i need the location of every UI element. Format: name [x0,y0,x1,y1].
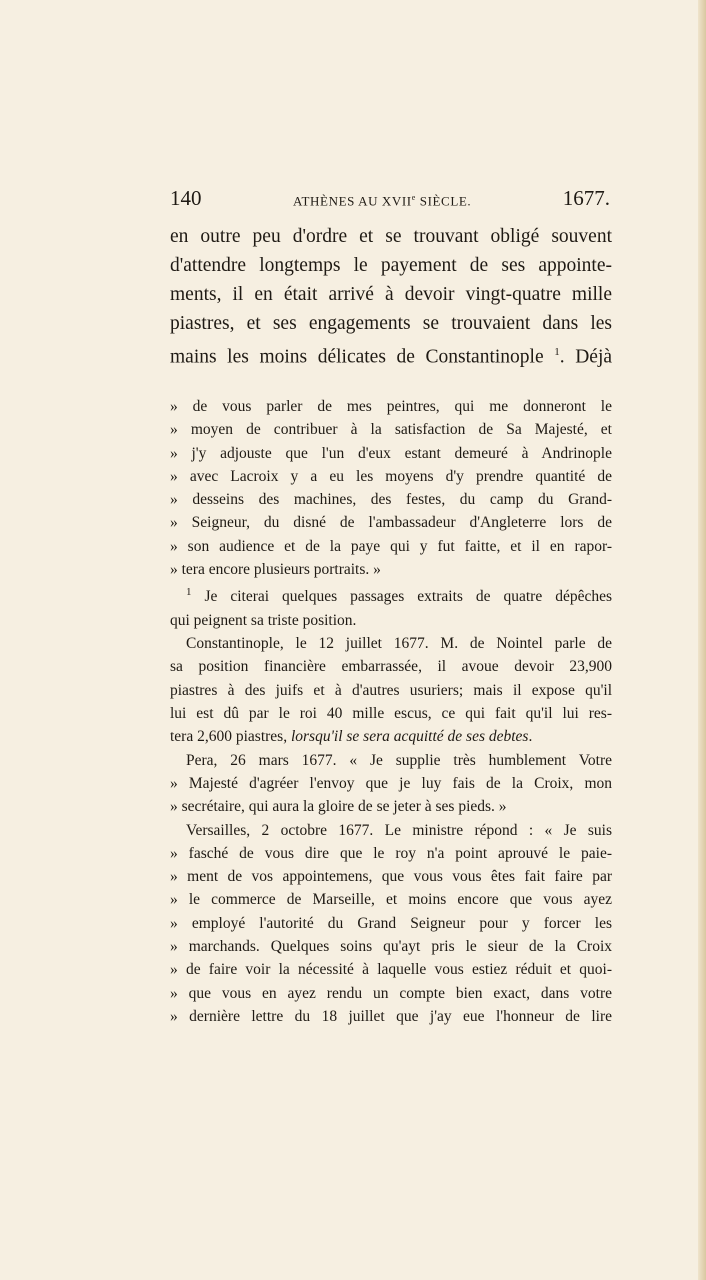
note-line: » Majesté d'agréer l'envoy que je luy fais de la Croix, mon [170,774,612,792]
note-line: » j'y adjouste que l'un d'eux estant demeuré à Andrinople [170,444,612,462]
note-line: » desseins des machines, des festes, du camp du Grand- [170,491,612,509]
note-line: piastres à des juifs et à d'autres usuriers; mais il expose qu'il [170,681,612,699]
note-line: sa position financière embarrassée, il avoue devoir 23,900 [170,658,612,676]
note-line: » Seigneur, du disné de l'ambassadeur d'Angleterre lors de [170,514,612,532]
running-year: 1677. [562,186,610,210]
main-text [170,222,612,372]
running-title-suffix: SIÈCLE. [415,193,472,208]
note-line [170,749,612,772]
running-title-superscript: e [411,192,416,202]
note-line: » dernière lettre du 18 juillet que j'ay eue l'honneur de lire [170,1007,612,1025]
running-title-text: ATHÈNES AU XVII [292,193,412,208]
note-line: » tera encore plusieurs portraits. » [170,561,381,579]
note-line: » son audience et de la paye qui y fut faitte, et il en rapor- [170,537,612,555]
note-text: . [528,728,533,746]
main-line: ments, il en était arrivé à devoir vingt-quatre mille [170,284,612,305]
running-header [170,186,610,218]
note-line: » employé l'autorité du Grand Seigneur pour y forcer les [170,914,612,932]
note-text: tera 2,600 piastres, [170,728,291,746]
page-number: 140 [170,186,202,210]
footnote-text: Je citerai quelques passages extraits de quatre dépêches [191,588,612,606]
main-line-text: . Déjà [559,346,613,368]
footnote-marker: 1 [186,586,192,599]
note-line: » de faire voir la nécessité à laquelle vous estiez réduit et quoi- [170,961,612,979]
note-line: qui peignent sa triste position. [170,611,357,629]
note-text: Versailles, 2 octobre 1677. Le ministre répond : « Je suis [186,821,612,839]
note-line: » avec Lacroix y a eu les moyens d'y prendre quantité de [170,467,612,485]
main-line-text: mains les moins délicates de Constantinople [170,346,544,368]
note-line [170,632,612,655]
note-text: Constantinople, le 12 juillet 1677. M. de Nointel parle de [186,635,612,653]
note-line [170,819,612,842]
note-line: » marchands. Quelques soins qu'ayt pris le sieur de la Croix [170,937,612,955]
main-line [170,338,612,372]
note-text: Pera, 26 mars 1677. « Je supplie très humblement Votre [186,751,612,769]
running-title [293,193,471,209]
page-edge [698,0,706,1280]
main-line: en outre peu d'ordre et se trouvant obligé souvent [170,226,612,247]
note-line: lui est dû par le roi 40 mille escus, ce qui fait qu'il lui res- [170,705,612,723]
main-line: piastres, et ses engagements se trouvaient dans les [170,313,612,334]
note-line: » de vous parler de mes peintres, qui me donneront le [170,398,612,415]
note-line: » ment de vos appointemens, que vous vous êtes fait faire par [170,868,612,886]
note-line: » moyen de contribuer à la satisfaction de Sa Majesté, et [170,421,612,439]
main-line: d'attendre longtemps le payement de ses appointe- [170,255,612,276]
footnotes [170,395,612,1028]
note-line: » secrétaire, qui aura la gloire de se jeter à ses pieds. » [170,798,507,816]
note-line [170,725,612,748]
footnote-reference: 1 [554,346,560,358]
note-line: » fasché de vous dire que le roy n'a point aprouvé le paie- [170,844,612,862]
footnote-line [170,581,612,608]
note-line: » que vous en ayez rendu un compte bien exact, dans votre [170,984,612,1002]
note-line: » le commerce de Marseille, et moins encore que vous ayez [170,891,612,909]
note-italic-text: lorsqu'il se sera acquitté de ses debtes [290,728,529,746]
